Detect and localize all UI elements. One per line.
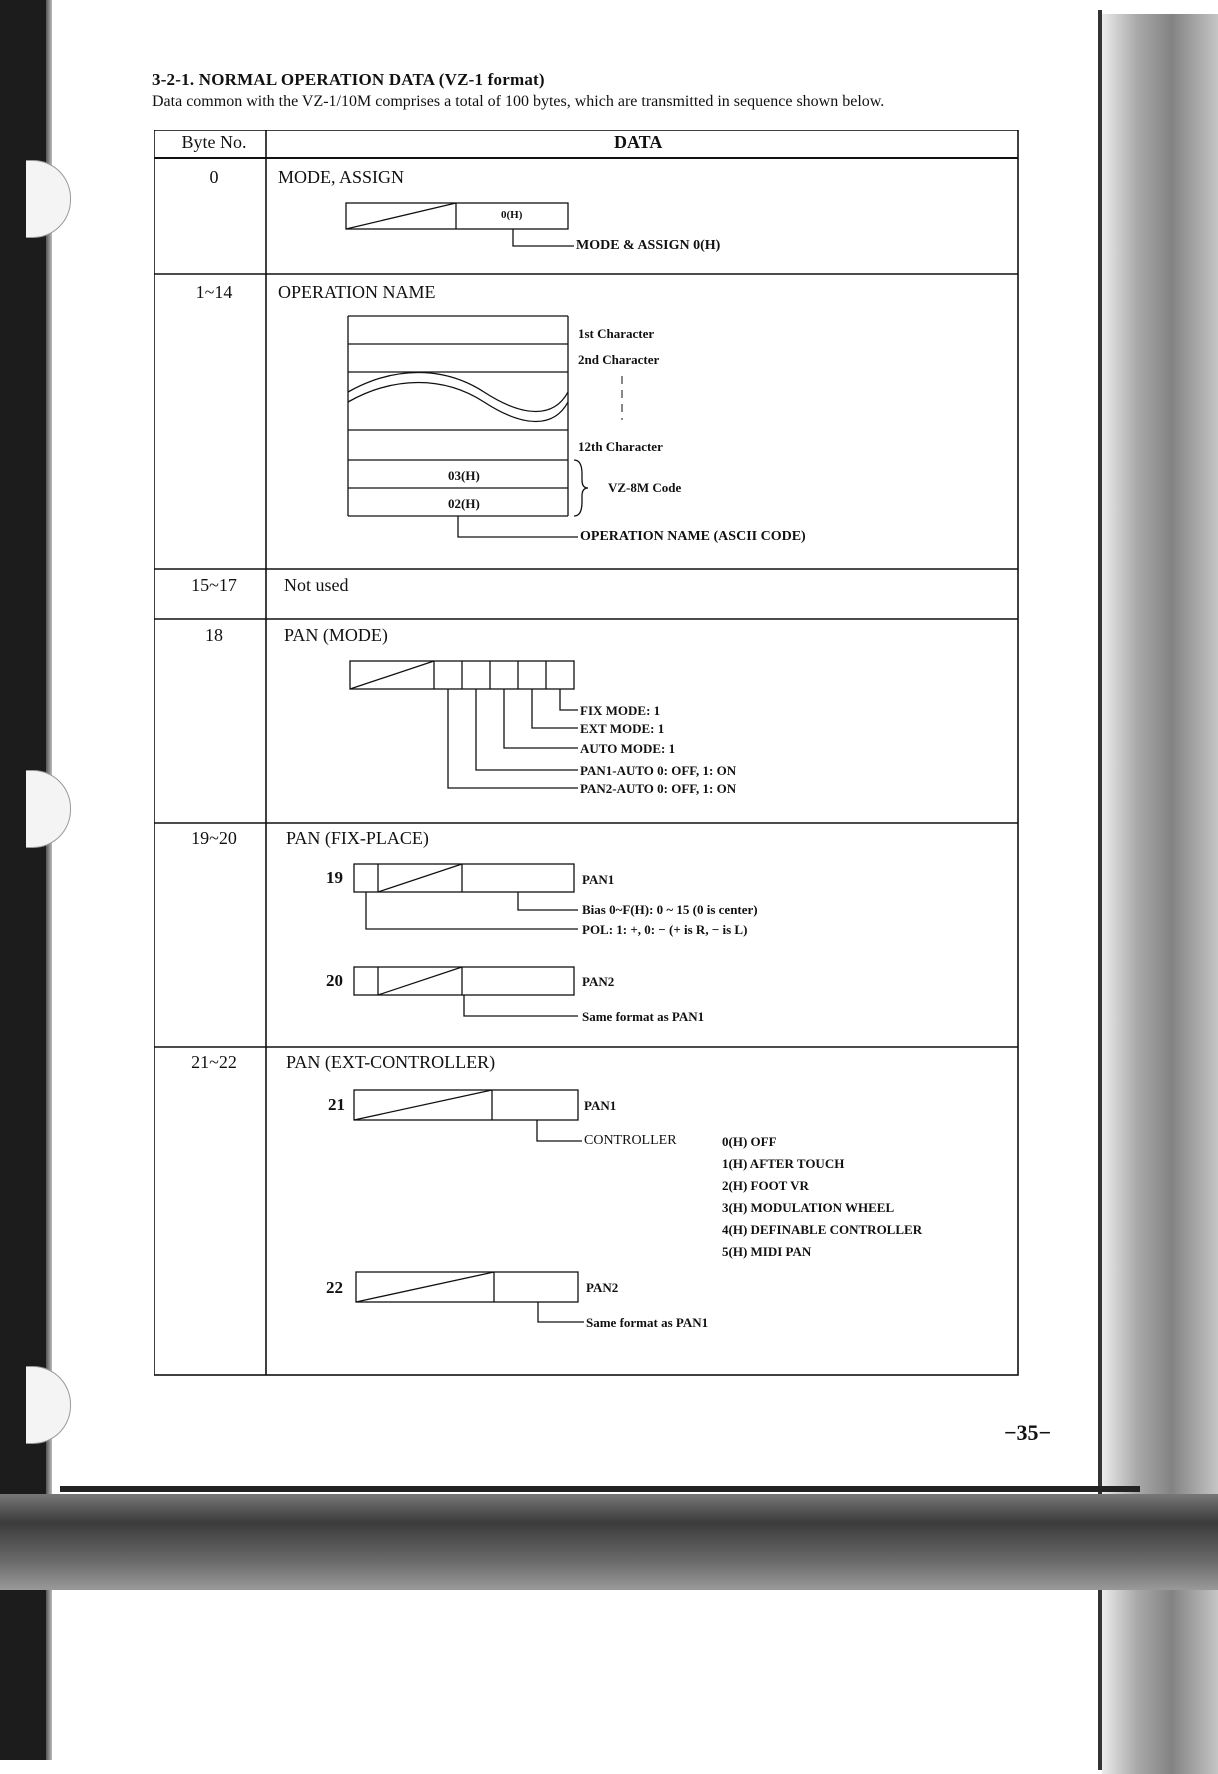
page-bottom-line bbox=[60, 1486, 1140, 1492]
byte-no: 18 bbox=[205, 625, 223, 645]
punch-hole bbox=[26, 1366, 71, 1444]
reg-value: 0(H) bbox=[501, 209, 523, 221]
header-data: DATA bbox=[614, 132, 663, 152]
header-byte-no: Byte No. bbox=[181, 132, 247, 152]
controller-option: 2(H) FOOT VR bbox=[722, 1178, 809, 1193]
controller-option: 0(H) OFF bbox=[722, 1134, 777, 1149]
pan2-label: PAN2 bbox=[586, 1280, 619, 1295]
punch-hole bbox=[26, 770, 71, 848]
data-table bbox=[154, 130, 1036, 1391]
scan-shadow bbox=[0, 1494, 1218, 1590]
pan-mode-bit: EXT MODE: 1 bbox=[580, 721, 665, 736]
register-number: 20 bbox=[326, 971, 343, 990]
controller-label: CONTROLLER bbox=[584, 1133, 677, 1148]
char-label: 12th Character bbox=[578, 439, 663, 454]
char-label: 1st Character bbox=[578, 326, 655, 341]
char-label: 2nd Character bbox=[578, 352, 660, 367]
row-title: PAN (MODE) bbox=[284, 625, 388, 645]
byte-no: 19~20 bbox=[191, 828, 237, 848]
pol-label: POL: 1: +, 0: − (+ is R, − is L) bbox=[582, 922, 748, 937]
table-drawing bbox=[154, 130, 1036, 1391]
page-number: −35− bbox=[1004, 1420, 1052, 1445]
row-title: PAN (EXT-CONTROLLER) bbox=[286, 1052, 496, 1072]
same-format-label: Same format as PAN1 bbox=[586, 1315, 709, 1330]
code-value: 03(H) bbox=[448, 468, 480, 483]
controller-option: 4(H) DEFINABLE CONTROLLER bbox=[722, 1222, 923, 1237]
controller-option: 3(H) MODULATION WHEEL bbox=[722, 1200, 895, 1215]
vz8m-code-label: VZ-8M Code bbox=[608, 480, 682, 495]
row-title: MODE, ASSIGN bbox=[278, 167, 405, 187]
pan2-label: PAN2 bbox=[582, 974, 615, 989]
pan-mode-bit: AUTO MODE: 1 bbox=[580, 741, 676, 756]
byte-no: 15~17 bbox=[191, 575, 237, 595]
byte-no: 21~22 bbox=[191, 1052, 237, 1072]
pan-mode-bit: PAN1-AUTO 0: OFF, 1: ON bbox=[580, 763, 737, 778]
pan1-label: PAN1 bbox=[582, 872, 615, 887]
row-title: OPERATION NAME bbox=[278, 282, 436, 302]
row-title: PAN (FIX-PLACE) bbox=[286, 828, 429, 848]
row-title: Not used bbox=[284, 575, 349, 595]
byte-no: 0 bbox=[209, 167, 219, 187]
pan-mode-bit: PAN2-AUTO 0: OFF, 1: ON bbox=[580, 781, 737, 796]
code-value: 02(H) bbox=[448, 496, 480, 511]
register-number: 21 bbox=[328, 1095, 345, 1114]
same-format-label: Same format as PAN1 bbox=[582, 1009, 705, 1024]
section-heading: 3-2-1. NORMAL OPERATION DATA (VZ-1 format) bbox=[152, 70, 545, 89]
pan1-label: PAN1 bbox=[584, 1098, 617, 1113]
controller-option: 1(H) AFTER TOUCH bbox=[722, 1156, 845, 1171]
section-intro: Data common with the VZ-1/10M comprises a total of 100 bytes, which are transmitted in sequence shown below. bbox=[152, 93, 885, 110]
operation-name-label: OPERATION NAME (ASCII CODE) bbox=[580, 529, 806, 544]
pan-mode-bit: FIX MODE: 1 bbox=[580, 703, 661, 718]
punch-hole bbox=[26, 160, 71, 238]
byte-no: 1~14 bbox=[195, 282, 233, 302]
register-number: 19 bbox=[326, 868, 343, 887]
bias-label: Bias 0~F(H): 0 ~ 15 (0 is center) bbox=[582, 902, 758, 917]
controller-option: 5(H) MIDI PAN bbox=[722, 1244, 812, 1259]
mode-assign-label: MODE & ASSIGN 0(H) bbox=[576, 238, 721, 253]
register-number: 22 bbox=[326, 1278, 343, 1297]
